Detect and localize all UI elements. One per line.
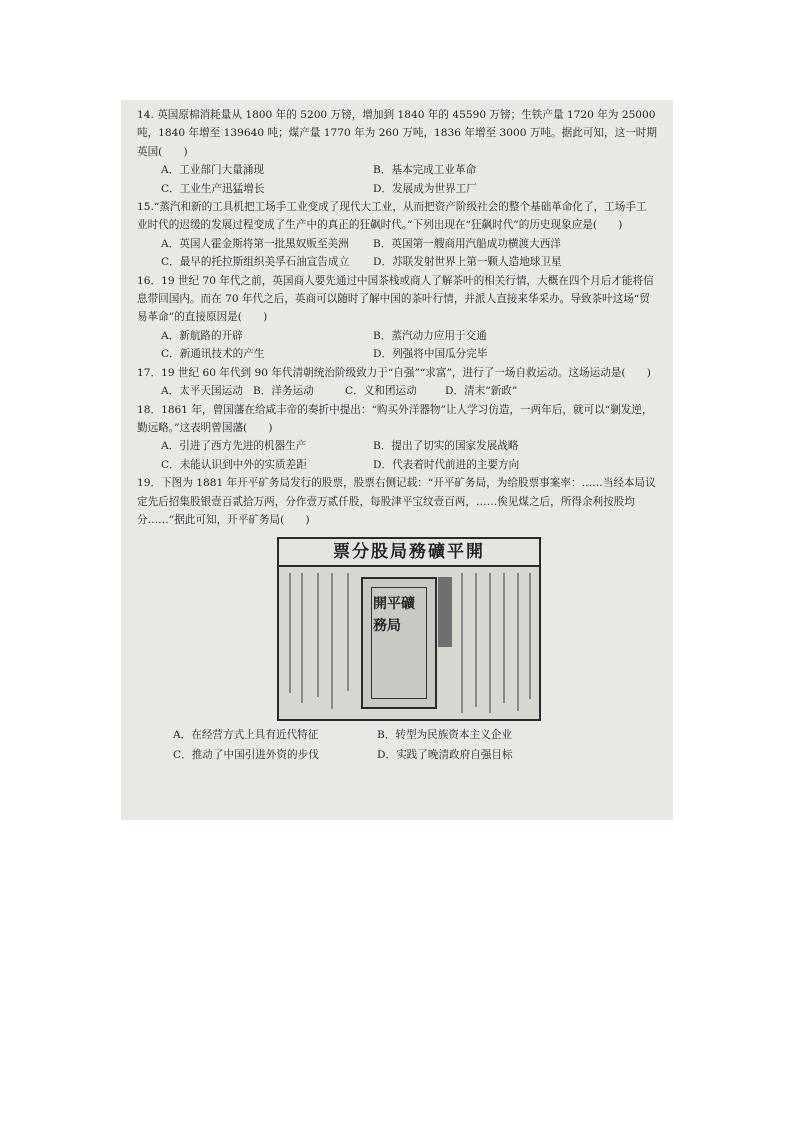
text-column — [489, 573, 491, 713]
options — [137, 161, 657, 198]
option-b: B．蒸汽动力应用于交通 — [373, 329, 487, 342]
text-column — [289, 573, 291, 693]
question-17 — [137, 364, 657, 401]
text-column — [347, 573, 349, 691]
option-c: C．未能认识到中外的实质差距 — [161, 458, 307, 471]
question-18 — [137, 401, 657, 475]
option-a: A．太平天国运动 — [161, 385, 243, 398]
option-b: B．英国第一艘商用汽船成功横渡大西洋 — [373, 237, 561, 250]
option-a: A．英国人霍金斯将第一批黑奴贩至美洲 — [161, 237, 349, 250]
options — [137, 437, 657, 474]
question-16 — [137, 272, 657, 364]
text-column — [317, 573, 319, 697]
question-stem: 19．下图为 1881 年开平矿务局发行的股票，股票右侧记载：“开平矿务局，为给股票事案率：……当经本局议定先后招集股银壹百贰拾万两，分作壹万贰仟股，每股津平宝纹壹百两，……俟见煤之后，所得余利按股均分……”据此可知，开平矿务局( ) — [137, 477, 656, 526]
question-stem: 18．1861 年，曾国藩在给咸丰帝的奏折中提出：“购买外洋器物”让人学习仿造，一两年后，就可以“剿发逆，勤远略。”这表明曾国藩( ) — [137, 403, 653, 434]
question-19 — [137, 474, 657, 529]
options — [137, 235, 657, 272]
options — [137, 327, 657, 364]
question-15 — [137, 198, 657, 272]
question-stem: 16．19 世纪 70 年代之前，英国商人要先通过中国茶栈或商人了解茶叶的相关行情，大概在四个月后才能将信息带回国内。而在 70 年代之后，英商可以随时了解中国的茶叶行情，并派人直接来华采办。导致茶叶这场“贸易革命”的直接原因是( ) — [137, 274, 654, 324]
option-b: B．提出了切实的国家发展战略 — [373, 440, 519, 453]
question-stem: 15.“蒸汽和新的工具机把工场手工业变成了现代大工业，从而把资产阶级社会的整个基础革命化了，工场手工业时代的迟缓的发展过程变成了生产中的真正的狂飙时代。”下列出现在“狂飙时代”的历史现象应是( ) — [137, 201, 647, 232]
text-column — [517, 573, 519, 711]
question-14 — [137, 106, 657, 198]
option-a: A．引进了西方先进的机器生产 — [161, 440, 307, 453]
text-column — [461, 573, 463, 713]
text-column — [503, 573, 505, 703]
option-b: B．洋务运动 — [253, 385, 314, 398]
option-d: D．列强将中国瓜分完毕 — [373, 348, 488, 361]
seal-text: 開平礦務局 — [373, 596, 415, 635]
stock-certificate-figure — [137, 537, 657, 725]
option-c: C．工业生产迅猛增长 — [161, 182, 265, 195]
option-d: D．苏联发射世界上第一颗人造地球卫星 — [373, 256, 562, 269]
option-c: C．新通讯技术的产生 — [161, 348, 265, 361]
option-a: A．在经营方式上具有近代特征 — [173, 729, 319, 742]
question-stem: 17．19 世纪 60 年代到 90 年代清朝统治阶级致力于“自强”“求富”，进行了一场自救运动。这场运动是( ) — [137, 366, 651, 379]
stock-certificate — [277, 537, 541, 721]
question-stem: 14. 英国原棉消耗量从 1800 年的 5200 万镑，增加到 1840 年的 45590 万镑；生铁产量 1720 年为 25000 吨，1840 年增至 139640 吨；煤产量 1770 年为 260 万吨，1836 年增至 3000 万吨。据此可知，这一时期英国( ) — [137, 109, 657, 158]
options — [137, 382, 657, 400]
option-c: C．推动了中国引进外资的步伐 — [173, 749, 319, 762]
option-d: D．清末“新政” — [445, 385, 518, 398]
text-column — [475, 573, 477, 707]
option-a: A．工业部门大量涌现 — [161, 164, 264, 177]
stamp-mark — [438, 577, 452, 647]
stock-title: 票分股局務礦平開 — [279, 539, 539, 567]
text-column — [301, 573, 303, 703]
official-seal — [361, 577, 437, 709]
option-d: D．代表着时代前进的主要方向 — [373, 458, 520, 471]
option-c: C．最早的托拉斯组织美孚石油宣告成立 — [161, 256, 350, 269]
text-column — [331, 573, 333, 709]
option-d: D．实践了晚清政府自强目标 — [377, 749, 513, 762]
exam-photo — [121, 100, 673, 820]
option-d: D．发展成为世界工厂 — [373, 182, 477, 195]
option-a: A．新航路的开辟 — [161, 329, 243, 342]
option-c: C．义和团运动 — [345, 385, 417, 398]
options — [137, 725, 657, 765]
text-column — [529, 573, 531, 699]
stock-body — [279, 567, 539, 721]
option-b: B．转型为民族资本主义企业 — [377, 729, 512, 742]
option-b: B．基本完成工业革命 — [373, 164, 477, 177]
